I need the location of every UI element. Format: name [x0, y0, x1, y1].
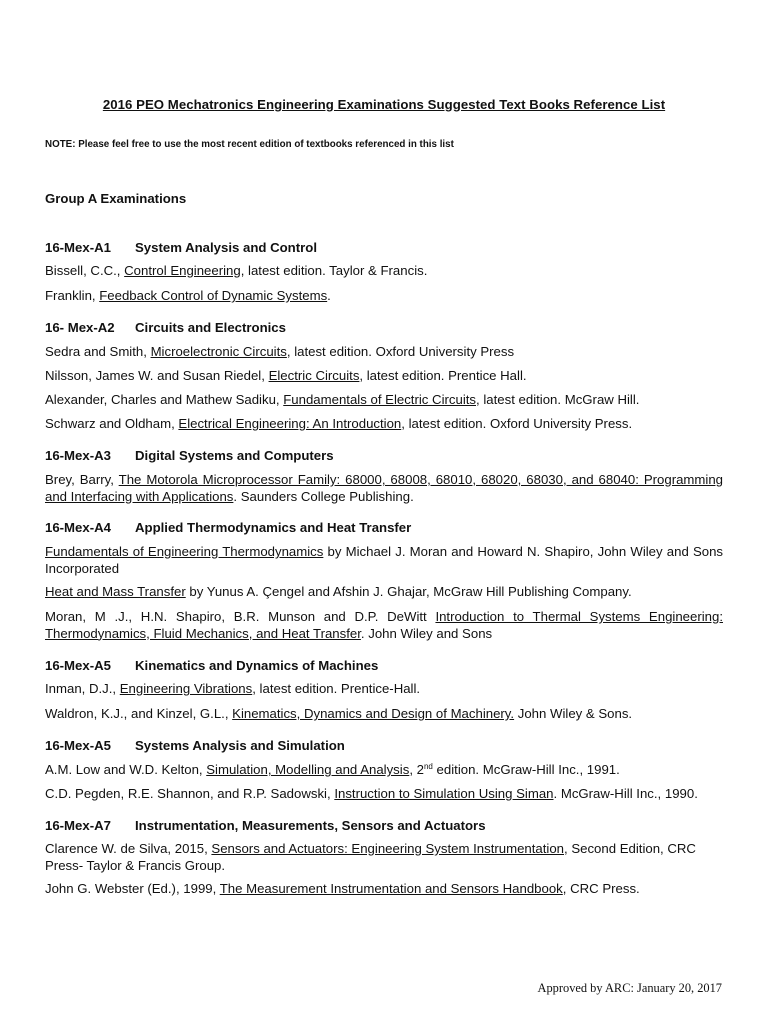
book-title: Control Engineering: [124, 263, 241, 278]
reference-entry: Nilsson, James W. and Susan Riedel, Electric Circuits, latest edition. Prentice Hall.: [45, 368, 527, 383]
exam-code: 16-Mex-A3: [45, 448, 111, 463]
section-heading: [45, 448, 334, 463]
reference-entry: Moran, M .J., H.N. Shapiro, B.R. Munson and D.P. DeWitt Introduction to Thermal Systems Engineering: Thermodynamics, Fluid Mechanics, and Heat Transfer. John Wiley and Sons: [45, 609, 723, 641]
exam-code: 16-Mex-A5: [45, 658, 111, 673]
reference-entry: Alexander, Charles and Mathew Sadiku, Fundamentals of Electric Circuits, latest edition. McGraw Hill.: [45, 392, 640, 407]
exam-title: System Analysis and Control: [135, 240, 317, 255]
reference-entry: Fundamentals of Engineering Thermodynamics by Michael J. Moran and Howard N. Shapiro, John Wiley and Sons Incorporated: [45, 544, 724, 576]
reference-entry: Clarence W. de Silva, 2015, Sensors and Actuators: Engineering System Instrumentation, Second Edition, CRC Press- Taylor & Francis Group.: [45, 841, 696, 873]
reference-entry: Waldron, K.J., and Kinzel, G.L., Kinematics, Dynamics and Design of Machinery. John Wiley & Sons.: [45, 706, 633, 721]
section-heading: [45, 240, 317, 255]
exam-title: Instrumentation, Measurements, Sensors and Actuators: [135, 818, 486, 833]
book-title: Sensors and Actuators: Engineering System Instrumentation: [211, 841, 564, 856]
reference-entry: Heat and Mass Transfer by Yunus A. Çengel and Afshin J. Ghajar, McGraw Hill Publishing Company.: [45, 584, 632, 599]
exam-title: Applied Thermodynamics and Heat Transfer: [135, 520, 412, 535]
section-heading: [45, 520, 411, 535]
book-title: Introduction to Thermal Systems Engineering: Thermodynamics, Fluid Mechanics, and Heat Transfer: [45, 609, 723, 641]
superscript: nd: [423, 762, 433, 771]
exam-code: 16-Mex-A1: [45, 240, 111, 255]
section-heading: [45, 320, 286, 335]
reference-entry: Schwarz and Oldham, Electrical Engineering: An Introduction, latest edition. Oxford University Press.: [45, 416, 633, 431]
reference-entry: Inman, D.J., Engineering Vibrations, latest edition. Prentice-Hall.: [45, 681, 421, 696]
reference-entry: Brey, Barry, The Motorola Microprocessor Family: 68000, 68008, 68010, 68020, 68030, and 68040: Programming and Interfacing with Applications. Saunders College Publishing.: [45, 472, 723, 504]
document-title: 2016 PEO Mechatronics Engineering Examinations Suggested Text Books Reference List: [102, 97, 666, 112]
section-heading: [45, 738, 345, 753]
book-title: Feedback Control of Dynamic Systems: [99, 288, 328, 303]
reference-entry: A.M. Low and W.D. Kelton, Simulation, Modelling and Analysis, 2nd edition. McGraw-Hill Inc., 1991.: [45, 762, 620, 777]
exam-code: 16- Mex-A2: [45, 320, 115, 335]
approval-footer: Approved by ARC: January 20, 2017: [537, 981, 722, 995]
reference-entry: C.D. Pegden, R.E. Shannon, and R.P. Sadowski, Instruction to Simulation Using Siman. McGraw-Hill Inc., 1990.: [45, 786, 698, 801]
exam-code: 16-Mex-A4: [45, 520, 111, 535]
exam-code: 16-Mex-A7: [45, 818, 111, 833]
exam-title: Kinematics and Dynamics of Machines: [135, 658, 379, 673]
reference-entry: Franklin, Feedback Control of Dynamic Systems.: [45, 288, 331, 303]
book-title: The Measurement Instrumentation and Sensors Handbook: [219, 881, 563, 896]
exam-title: Systems Analysis and Simulation: [135, 738, 345, 753]
book-title: Simulation, Modelling and Analysis: [206, 762, 410, 777]
book-title: Heat and Mass Transfer: [45, 584, 186, 599]
book-title: Fundamentals of Electric Circuits: [283, 392, 477, 407]
book-title: Kinematics, Dynamics and Design of Machinery.: [232, 706, 515, 721]
book-title: The Motorola Microprocessor Family: 68000, 68008, 68010, 68020, 68030, and 68040: Programming and Interfacing with Applications: [45, 472, 723, 504]
section-heading: [45, 818, 486, 833]
reference-entry: John G. Webster (Ed.), 1999, The Measurement Instrumentation and Sensors Handbook, CRC Press.: [45, 881, 640, 896]
book-title: Microelectronic Circuits: [150, 344, 287, 359]
group-heading: Group A Examinations: [45, 191, 187, 206]
book-title: Engineering Vibrations: [119, 681, 253, 696]
book-title: Fundamentals of Engineering Thermodynamics: [45, 544, 324, 559]
reference-entry: Bissell, C.C., Control Engineering, latest edition. Taylor & Francis.: [45, 263, 428, 278]
section-heading: [45, 658, 378, 673]
reference-entry: Sedra and Smith, Microelectronic Circuits, latest edition. Oxford University Press: [45, 344, 515, 359]
book-title: Instruction to Simulation Using Siman: [334, 786, 554, 801]
book-title: Electrical Engineering: An Introduction: [178, 416, 402, 431]
exam-title: Digital Systems and Computers: [135, 448, 334, 463]
exam-title: Circuits and Electronics: [135, 320, 286, 335]
exam-code: 16-Mex-A5: [45, 738, 111, 753]
book-title: Electric Circuits: [268, 368, 360, 383]
edition-note: NOTE: Please feel free to use the most recent edition of textbooks referenced in this list: [45, 139, 454, 150]
